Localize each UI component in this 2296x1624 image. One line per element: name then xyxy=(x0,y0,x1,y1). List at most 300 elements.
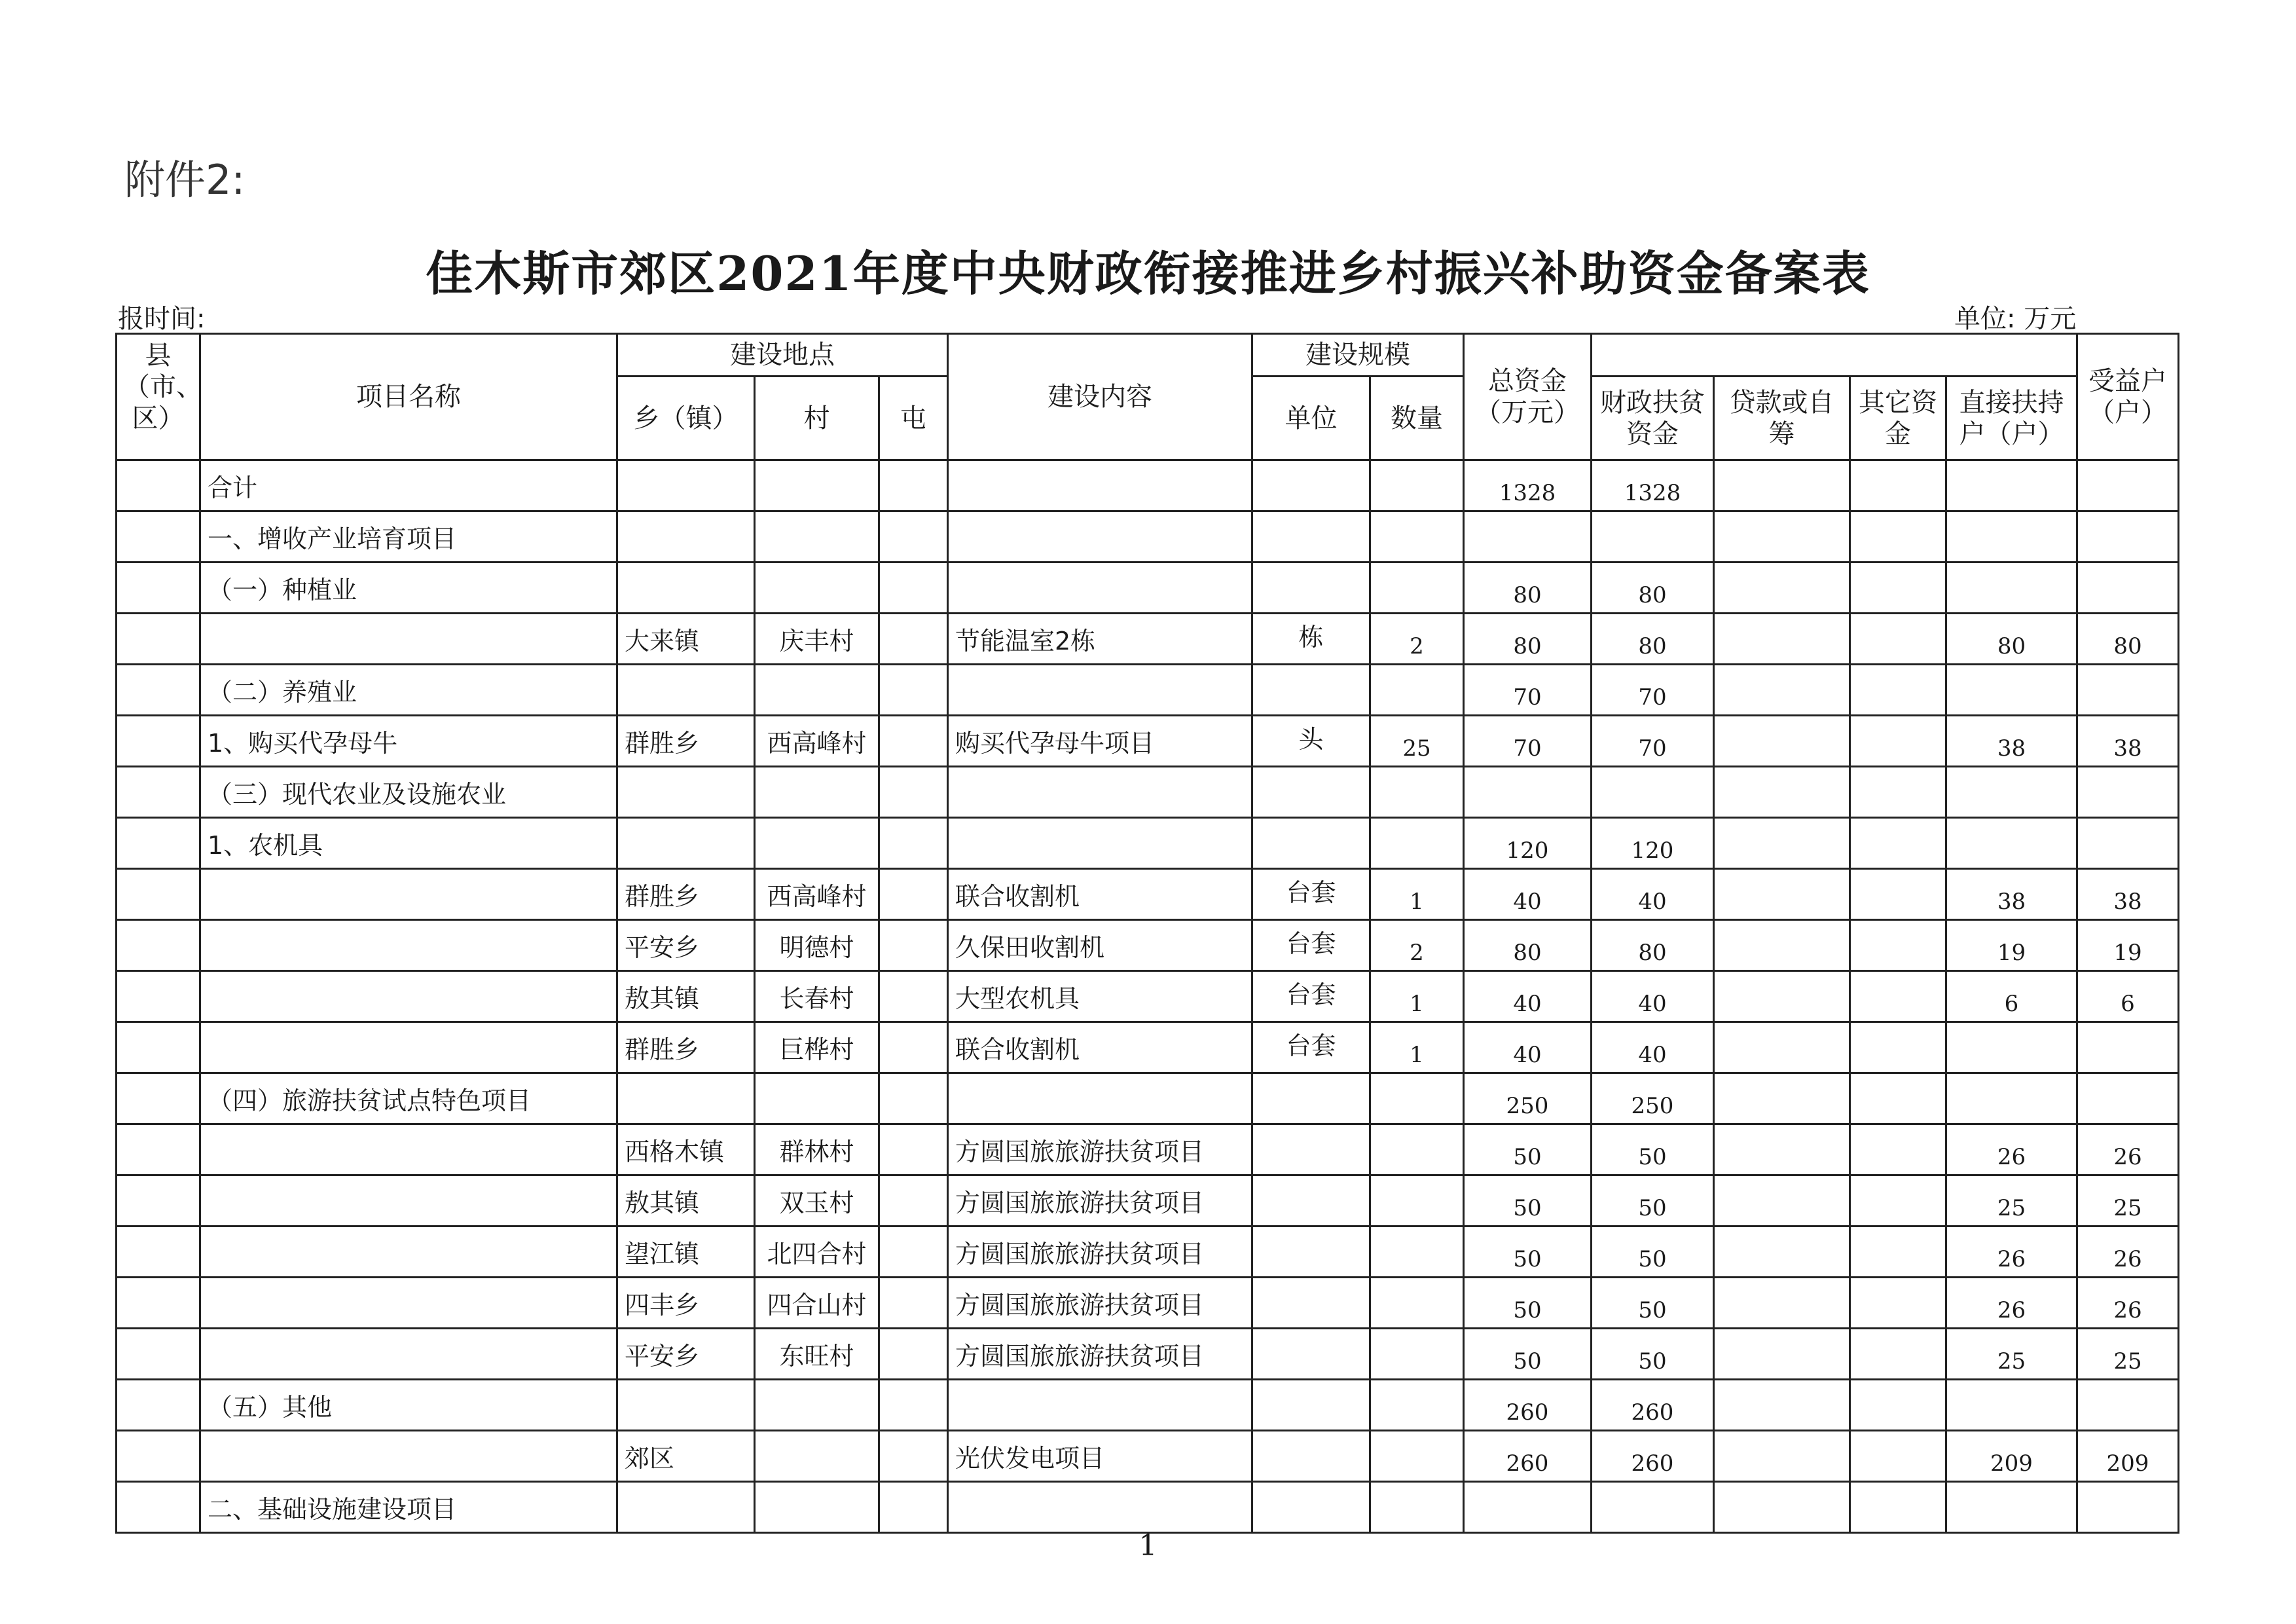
cell-township: 敖其镇 xyxy=(617,971,755,1022)
table-row xyxy=(117,1329,2179,1380)
cell-village xyxy=(755,511,879,563)
cell-township xyxy=(617,563,755,614)
cell-empty xyxy=(1850,1431,1946,1482)
cell-empty xyxy=(1850,1073,1946,1124)
cell-total: 260 xyxy=(1464,1431,1592,1482)
cell-unit xyxy=(1252,665,1370,716)
cell-empty xyxy=(1714,1022,1850,1073)
header-location: 建设地点 xyxy=(617,334,948,377)
cell-fiscal: 70 xyxy=(1592,716,1714,767)
cell-benefit xyxy=(2077,1073,2179,1124)
cell-township: 群胜乡 xyxy=(617,869,755,920)
cell-unit: 台套 xyxy=(1252,920,1370,971)
cell-benefit xyxy=(2077,665,2179,716)
cell-empty xyxy=(117,1227,200,1278)
cell-total: 80 xyxy=(1464,563,1592,614)
cell-village: 巨桦村 xyxy=(755,1022,879,1073)
cell-qty: 1 xyxy=(1370,971,1464,1022)
cell-qty: 1 xyxy=(1370,869,1464,920)
cell-empty xyxy=(1850,971,1946,1022)
header-project-name: 项目名称 xyxy=(200,334,617,460)
cell-unit xyxy=(1252,1124,1370,1175)
cell-fiscal: 40 xyxy=(1592,971,1714,1022)
cell-empty xyxy=(117,1175,200,1227)
cell-total: 40 xyxy=(1464,869,1592,920)
cell-empty xyxy=(117,716,200,767)
cell-empty xyxy=(117,563,200,614)
cell-township xyxy=(617,767,755,818)
cell-name xyxy=(200,920,617,971)
cell-benefit: 38 xyxy=(2077,869,2179,920)
cell-total xyxy=(1464,1482,1592,1533)
cell-total xyxy=(1464,767,1592,818)
cell-unit xyxy=(1252,1073,1370,1124)
cell-empty xyxy=(117,818,200,869)
table-body xyxy=(117,460,2179,1533)
cell-empty xyxy=(117,869,200,920)
cell-empty xyxy=(879,665,948,716)
cell-direct: 26 xyxy=(1946,1124,2077,1175)
cell-unit: 栋 xyxy=(1252,614,1370,665)
cell-unit: 台套 xyxy=(1252,869,1370,920)
header-loan-self: 贷款或自筹 xyxy=(1714,377,1850,460)
header-township: 乡（镇） xyxy=(617,377,755,460)
cell-village xyxy=(755,563,879,614)
cell-total: 70 xyxy=(1464,665,1592,716)
cell-content xyxy=(948,460,1252,511)
cell-total: 40 xyxy=(1464,1022,1592,1073)
cell-direct xyxy=(1946,1380,2077,1431)
cell-empty xyxy=(1850,563,1946,614)
cell-empty xyxy=(1714,511,1850,563)
header-beneficiary-households: 受益户（户） xyxy=(2077,334,2179,460)
cell-total: 50 xyxy=(1464,1124,1592,1175)
cell-direct xyxy=(1946,460,2077,511)
cell-name: （三）现代农业及设施农业 xyxy=(200,767,617,818)
cell-qty xyxy=(1370,665,1464,716)
cell-name: 二、基础设施建设项目 xyxy=(200,1482,617,1533)
cell-qty: 25 xyxy=(1370,716,1464,767)
header-scale-unit: 单位 xyxy=(1252,377,1370,460)
cell-benefit: 209 xyxy=(2077,1431,2179,1482)
cell-unit xyxy=(1252,1227,1370,1278)
cell-unit xyxy=(1252,1431,1370,1482)
cell-empty xyxy=(117,460,200,511)
table-row xyxy=(117,563,2179,614)
header-other-funds: 其它资金 xyxy=(1850,377,1946,460)
cell-benefit xyxy=(2077,1380,2179,1431)
cell-empty xyxy=(1850,1022,1946,1073)
cell-fiscal: 250 xyxy=(1592,1073,1714,1124)
cell-empty xyxy=(117,1482,200,1533)
cell-unit xyxy=(1252,767,1370,818)
cell-township xyxy=(617,1482,755,1533)
cell-direct xyxy=(1946,818,2077,869)
cell-total: 50 xyxy=(1464,1227,1592,1278)
cell-township xyxy=(617,511,755,563)
cell-empty xyxy=(1714,614,1850,665)
cell-fiscal: 50 xyxy=(1592,1329,1714,1380)
cell-direct: 6 xyxy=(1946,971,2077,1022)
cell-village: 西高峰村 xyxy=(755,869,879,920)
cell-benefit: 38 xyxy=(2077,716,2179,767)
cell-content xyxy=(948,511,1252,563)
unit-label: 单位: 万元 xyxy=(1954,304,2077,334)
cell-empty xyxy=(1714,1278,1850,1329)
header-direct-households: 直接扶持户（户） xyxy=(1946,377,2077,460)
cell-fiscal: 40 xyxy=(1592,869,1714,920)
cell-empty xyxy=(879,1073,948,1124)
cell-unit: 台套 xyxy=(1252,1022,1370,1073)
header-content: 建设内容 xyxy=(948,334,1252,460)
cell-empty xyxy=(117,767,200,818)
table-row xyxy=(117,1482,2179,1533)
cell-name xyxy=(200,869,617,920)
cell-fiscal xyxy=(1592,511,1714,563)
cell-township xyxy=(617,460,755,511)
cell-empty xyxy=(879,563,948,614)
cell-fiscal: 50 xyxy=(1592,1175,1714,1227)
header-scale: 建设规模 xyxy=(1252,334,1464,377)
cell-village xyxy=(755,1380,879,1431)
cell-empty xyxy=(1714,716,1850,767)
cell-empty xyxy=(1850,1278,1946,1329)
cell-unit xyxy=(1252,1482,1370,1533)
cell-empty xyxy=(1850,869,1946,920)
cell-benefit xyxy=(2077,511,2179,563)
cell-name: 合计 xyxy=(200,460,617,511)
header-village: 村 xyxy=(755,377,879,460)
cell-name xyxy=(200,1329,617,1380)
cell-direct: 26 xyxy=(1946,1227,2077,1278)
cell-village: 北四合村 xyxy=(755,1227,879,1278)
table-row xyxy=(117,818,2179,869)
cell-qty: 1 xyxy=(1370,1022,1464,1073)
cell-content xyxy=(948,1073,1252,1124)
cell-qty xyxy=(1370,1278,1464,1329)
cell-township xyxy=(617,1380,755,1431)
header-total-funds: 总资金（万元） xyxy=(1464,334,1592,460)
cell-fiscal: 260 xyxy=(1592,1431,1714,1482)
cell-township: 平安乡 xyxy=(617,920,755,971)
cell-empty xyxy=(879,460,948,511)
cell-total: 50 xyxy=(1464,1278,1592,1329)
cell-total: 80 xyxy=(1464,920,1592,971)
cell-total xyxy=(1464,511,1592,563)
cell-village xyxy=(755,460,879,511)
cell-township: 平安乡 xyxy=(617,1329,755,1380)
cell-empty xyxy=(1850,1482,1946,1533)
cell-name: （二）养殖业 xyxy=(200,665,617,716)
table-row xyxy=(117,869,2179,920)
cell-empty xyxy=(879,767,948,818)
cell-empty xyxy=(1714,1431,1850,1482)
cell-empty xyxy=(117,665,200,716)
cell-content: 联合收割机 xyxy=(948,1022,1252,1073)
cell-empty xyxy=(1850,614,1946,665)
table-row xyxy=(117,614,2179,665)
cell-empty xyxy=(1714,1329,1850,1380)
budget-table xyxy=(115,333,2179,1534)
cell-empty xyxy=(879,971,948,1022)
cell-unit xyxy=(1252,1278,1370,1329)
cell-village: 东旺村 xyxy=(755,1329,879,1380)
cell-content: 方圆国旅旅游扶贫项目 xyxy=(948,1278,1252,1329)
cell-empty xyxy=(1714,920,1850,971)
cell-empty xyxy=(117,920,200,971)
cell-village xyxy=(755,1431,879,1482)
cell-empty xyxy=(1850,1175,1946,1227)
cell-benefit: 26 xyxy=(2077,1227,2179,1278)
cell-content: 光伏发电项目 xyxy=(948,1431,1252,1482)
cell-empty xyxy=(1714,665,1850,716)
table-row xyxy=(117,971,2179,1022)
table-row xyxy=(117,511,2179,563)
cell-benefit xyxy=(2077,767,2179,818)
cell-content: 大型农机具 xyxy=(948,971,1252,1022)
cell-total: 70 xyxy=(1464,716,1592,767)
cell-empty xyxy=(879,1227,948,1278)
cell-total: 120 xyxy=(1464,818,1592,869)
cell-village xyxy=(755,1482,879,1533)
cell-unit xyxy=(1252,1380,1370,1431)
cell-content: 方圆国旅旅游扶贫项目 xyxy=(948,1329,1252,1380)
cell-name: （一）种植业 xyxy=(200,563,617,614)
cell-qty xyxy=(1370,460,1464,511)
cell-qty xyxy=(1370,1329,1464,1380)
cell-empty xyxy=(879,869,948,920)
cell-content xyxy=(948,1482,1252,1533)
cell-empty xyxy=(1850,716,1946,767)
table-row xyxy=(117,767,2179,818)
cell-township xyxy=(617,1073,755,1124)
cell-name xyxy=(200,1227,617,1278)
table-row xyxy=(117,920,2179,971)
cell-fiscal xyxy=(1592,1482,1714,1533)
cell-content: 方圆国旅旅游扶贫项目 xyxy=(948,1175,1252,1227)
cell-empty xyxy=(1850,665,1946,716)
cell-benefit xyxy=(2077,460,2179,511)
cell-empty xyxy=(117,971,200,1022)
cell-empty xyxy=(117,614,200,665)
table-row xyxy=(117,1073,2179,1124)
cell-qty xyxy=(1370,1175,1464,1227)
header-quantity: 数量 xyxy=(1370,377,1464,460)
cell-name: 1、购买代孕母牛 xyxy=(200,716,617,767)
cell-township: 群胜乡 xyxy=(617,716,755,767)
cell-name: （五）其他 xyxy=(200,1380,617,1431)
cell-empty xyxy=(117,511,200,563)
cell-name xyxy=(200,614,617,665)
cell-qty xyxy=(1370,1124,1464,1175)
cell-direct: 25 xyxy=(1946,1175,2077,1227)
cell-unit xyxy=(1252,511,1370,563)
cell-benefit xyxy=(2077,818,2179,869)
cell-empty xyxy=(1714,1073,1850,1124)
cell-empty xyxy=(1714,767,1850,818)
cell-total: 80 xyxy=(1464,614,1592,665)
cell-empty xyxy=(1850,767,1946,818)
table-row xyxy=(117,1022,2179,1073)
cell-benefit xyxy=(2077,563,2179,614)
cell-qty xyxy=(1370,767,1464,818)
cell-empty xyxy=(1714,563,1850,614)
cell-township: 大来镇 xyxy=(617,614,755,665)
cell-qty xyxy=(1370,1482,1464,1533)
table-row xyxy=(117,716,2179,767)
cell-direct xyxy=(1946,1022,2077,1073)
cell-unit xyxy=(1252,460,1370,511)
cell-village xyxy=(755,1073,879,1124)
cell-qty xyxy=(1370,511,1464,563)
cell-village xyxy=(755,818,879,869)
cell-empty xyxy=(117,1022,200,1073)
cell-village xyxy=(755,767,879,818)
cell-name xyxy=(200,1431,617,1482)
page-number: 1 xyxy=(1139,1529,1157,1562)
cell-qty xyxy=(1370,1380,1464,1431)
cell-empty xyxy=(117,1124,200,1175)
cell-village: 长春村 xyxy=(755,971,879,1022)
cell-fiscal: 50 xyxy=(1592,1278,1714,1329)
cell-fiscal: 120 xyxy=(1592,818,1714,869)
cell-content: 联合收割机 xyxy=(948,869,1252,920)
cell-total: 40 xyxy=(1464,971,1592,1022)
cell-empty xyxy=(879,614,948,665)
cell-content: 久保田收割机 xyxy=(948,920,1252,971)
cell-qty xyxy=(1370,563,1464,614)
cell-qty xyxy=(1370,1073,1464,1124)
cell-empty xyxy=(117,1278,200,1329)
attachment-label: 附件2: xyxy=(124,156,246,204)
cell-content: 节能温室2栋 xyxy=(948,614,1252,665)
cell-direct xyxy=(1946,1482,2077,1533)
cell-empty xyxy=(1850,818,1946,869)
report-time-label: 报时间: xyxy=(118,304,206,334)
cell-qty xyxy=(1370,1431,1464,1482)
cell-empty xyxy=(1714,1227,1850,1278)
header-funds-group xyxy=(1592,334,2077,377)
cell-empty xyxy=(1850,1380,1946,1431)
cell-fiscal xyxy=(1592,767,1714,818)
cell-empty xyxy=(879,1380,948,1431)
cell-empty xyxy=(879,818,948,869)
cell-total: 50 xyxy=(1464,1329,1592,1380)
cell-content: 方圆国旅旅游扶贫项目 xyxy=(948,1227,1252,1278)
cell-township xyxy=(617,818,755,869)
cell-name xyxy=(200,1022,617,1073)
cell-content: 方圆国旅旅游扶贫项目 xyxy=(948,1124,1252,1175)
cell-benefit: 19 xyxy=(2077,920,2179,971)
cell-benefit xyxy=(2077,1022,2179,1073)
cell-fiscal: 50 xyxy=(1592,1124,1714,1175)
cell-township: 群胜乡 xyxy=(617,1022,755,1073)
cell-unit: 台套 xyxy=(1252,971,1370,1022)
cell-direct xyxy=(1946,563,2077,614)
cell-content xyxy=(948,665,1252,716)
cell-empty xyxy=(117,1073,200,1124)
cell-empty xyxy=(1714,869,1850,920)
cell-fiscal: 80 xyxy=(1592,920,1714,971)
table-row xyxy=(117,460,2179,511)
cell-empty xyxy=(1714,971,1850,1022)
cell-direct: 25 xyxy=(1946,1329,2077,1380)
cell-empty xyxy=(1714,1124,1850,1175)
cell-name: 1、农机具 xyxy=(200,818,617,869)
table-row xyxy=(117,1278,2179,1329)
cell-benefit: 25 xyxy=(2077,1329,2179,1380)
cell-content xyxy=(948,563,1252,614)
cell-direct: 26 xyxy=(1946,1278,2077,1329)
cell-empty xyxy=(879,511,948,563)
cell-unit xyxy=(1252,1175,1370,1227)
cell-name xyxy=(200,1278,617,1329)
cell-name xyxy=(200,1175,617,1227)
cell-empty xyxy=(1714,1380,1850,1431)
cell-village: 西高峰村 xyxy=(755,716,879,767)
cell-unit xyxy=(1252,1329,1370,1380)
table-row xyxy=(117,1175,2179,1227)
cell-unit xyxy=(1252,563,1370,614)
cell-name: 一、增收产业培育项目 xyxy=(200,511,617,563)
cell-township: 敖其镇 xyxy=(617,1175,755,1227)
cell-empty xyxy=(879,716,948,767)
cell-fiscal: 70 xyxy=(1592,665,1714,716)
cell-empty xyxy=(879,1431,948,1482)
cell-content xyxy=(948,818,1252,869)
cell-direct: 38 xyxy=(1946,869,2077,920)
table-row xyxy=(117,1431,2179,1482)
cell-benefit xyxy=(2077,1482,2179,1533)
cell-name xyxy=(200,1124,617,1175)
cell-total: 260 xyxy=(1464,1380,1592,1431)
cell-fiscal: 40 xyxy=(1592,1022,1714,1073)
cell-village: 群林村 xyxy=(755,1124,879,1175)
cell-unit: 头 xyxy=(1252,716,1370,767)
cell-empty xyxy=(879,920,948,971)
cell-qty xyxy=(1370,1227,1464,1278)
cell-fiscal: 80 xyxy=(1592,614,1714,665)
cell-empty xyxy=(1850,920,1946,971)
table-row xyxy=(117,1124,2179,1175)
cell-empty xyxy=(1714,818,1850,869)
cell-empty xyxy=(117,1431,200,1482)
cell-empty xyxy=(1714,1175,1850,1227)
cell-village: 双玉村 xyxy=(755,1175,879,1227)
cell-benefit: 80 xyxy=(2077,614,2179,665)
cell-township xyxy=(617,665,755,716)
cell-direct xyxy=(1946,1073,2077,1124)
cell-fiscal: 260 xyxy=(1592,1380,1714,1431)
cell-empty xyxy=(879,1278,948,1329)
cell-direct: 80 xyxy=(1946,614,2077,665)
cell-township: 郊区 xyxy=(617,1431,755,1482)
cell-benefit: 6 xyxy=(2077,971,2179,1022)
cell-content xyxy=(948,1380,1252,1431)
cell-name xyxy=(200,971,617,1022)
cell-village xyxy=(755,665,879,716)
cell-empty xyxy=(879,1022,948,1073)
header-fiscal-funds: 财政扶贫资金 xyxy=(1592,377,1714,460)
cell-qty: 2 xyxy=(1370,920,1464,971)
cell-township: 望江镇 xyxy=(617,1227,755,1278)
table-row xyxy=(117,1380,2179,1431)
cell-empty xyxy=(879,1124,948,1175)
cell-empty xyxy=(1850,1329,1946,1380)
cell-qty xyxy=(1370,818,1464,869)
cell-direct: 209 xyxy=(1946,1431,2077,1482)
cell-content: 购买代孕母牛项目 xyxy=(948,716,1252,767)
